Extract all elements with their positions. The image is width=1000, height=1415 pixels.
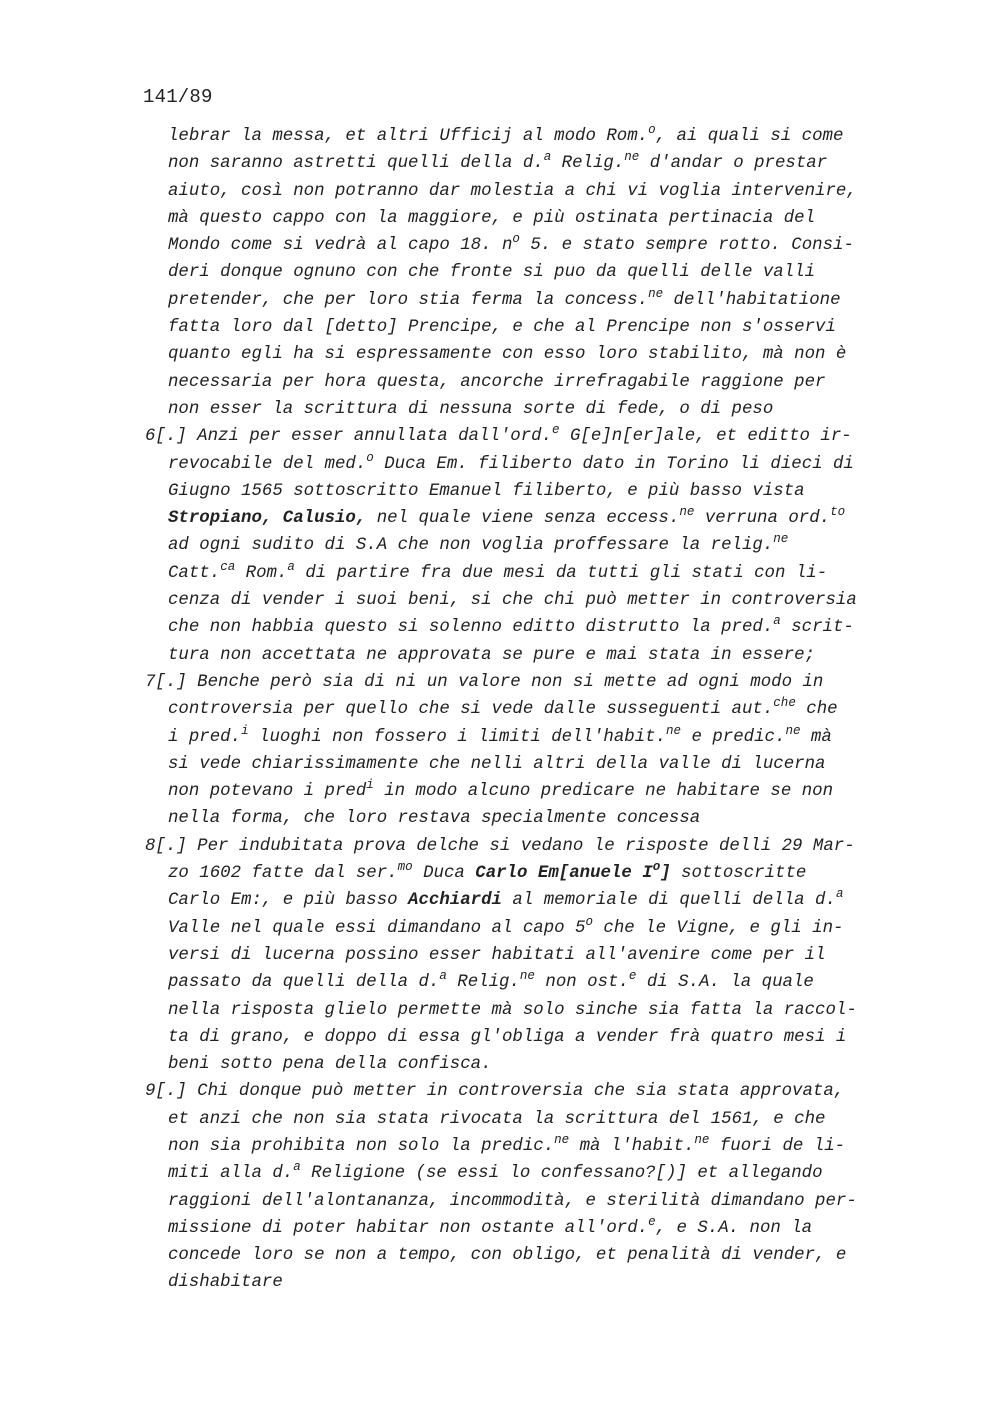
text-line: controversia per quello che si vede dalle susseguenti aut.$^{che}$ che <box>168 696 838 720</box>
paragraph-number: 6[.] <box>145 427 187 447</box>
text-line: Mondo come si vedrà al capo 18. $n^o$ 5. e stato sempre rotto. Consi- <box>168 232 854 256</box>
paragraph-6 <box>145 423 945 669</box>
text-line: non potevano i pred$^i$ in modo alcuno predicare ne habitare se non <box>168 778 834 802</box>
text-line: aiuto, così non potranno dar molestia a chi vi voglia intervenire, <box>168 181 857 201</box>
text-line: missione di poter habitar non ostante all'ord.$^e$, e S.A. non la <box>168 1215 813 1238</box>
text-line: zo 1602 fatte dal ser.$^{mo}$ Duca Carlo Em[anuele $I^o$] sottoscritte <box>168 860 807 884</box>
text-line: nella forma, che loro restava specialmente concessa <box>168 809 701 829</box>
text-line: Catt.$^{ca}$ Rom.$^a$ di partire fra due mesi da tutti gli stati con li- <box>168 559 828 583</box>
paragraph-number: 9[.] <box>145 1082 187 1102</box>
text-line: pretender, che per loro stia ferma la concess.$^{ne}$ dell'habitatione <box>168 286 841 310</box>
text-line: che non habbia questo si solenno editto distrutto la pred.$^a$ scrit- <box>168 614 854 638</box>
text-line: 6[.] Anzi per esser annullata dall'ord.$^e$ G[e]n[er]ale, et editto ir- <box>145 423 852 447</box>
text-line: quanto egli ha si espressamente con esso loro stabilito, mà non è <box>168 345 847 365</box>
text-line: cenza di vender i suoi beni, si che chi può metter in controversia <box>168 591 857 611</box>
text-line: revocabile del med.$^o$ Duca Em. filiberto dato in Torino li dieci di <box>168 450 854 474</box>
text-line: 7[.] Benche però sia di ni un valore non si mette ad ogni modo in <box>145 672 824 692</box>
text-line: Giugno 1565 sottoscritto Emanuel filiberto, e più basso vista <box>168 481 805 501</box>
text-line: non saranno astretti quelli della d.$^a$ Relig.$^{ne}$ d'andar o prestar <box>168 150 828 174</box>
text-line: beni sotto pena della confisca. <box>168 1055 492 1075</box>
paragraph-number: 7[.] <box>145 672 187 692</box>
text-line: necessaria per hora questa, ancorche irrefragabile raggione per <box>168 372 826 392</box>
text-line: i pred.$^i$ luoghi non fossero i limiti dell'habit.$^{ne}$ e predic.$^{ne}$ mà <box>168 723 832 747</box>
text-line: nella risposta glielo permette mà solo sinche sia fatta la raccol- <box>168 1000 857 1020</box>
text-line: passato da quelli della d.$^a$ Relig.$^{ne}$ non ost.$^e$ di S.A. la quale <box>168 969 814 993</box>
text-line: tura non accettata ne approvata se pure e mai stata in essere; <box>168 645 816 665</box>
text-line: non sia prohibita non solo la predic.$^{ne}$ mà l'habit.$^{ne}$ fuori de li- <box>168 1133 846 1156</box>
text-line: lebrar la messa, et altri Ufficij al modo Rom.$^o$, ai quali si come <box>168 123 844 146</box>
text-line: 8[.] Per indubitata prova delche si vedano le risposte delli 29 Mar- <box>145 836 855 856</box>
text-line: concede loro se non a tempo, con obligo, et penalità di vender, e <box>168 1246 847 1266</box>
text-line: Carlo Em:, e più basso Acchiardi al memoriale di quelli della d.$^a$ <box>168 887 844 911</box>
text-line: dishabitare <box>168 1273 283 1293</box>
paragraph-5 <box>145 123 945 423</box>
text-line: ad ogni sudito di S.A che non voglia proffessare la relig.$^{ne}$ <box>168 532 789 556</box>
text-line: fatta loro dal [detto] Prencipe, e che al Prencipe non s'osservi <box>168 318 836 338</box>
text-line: non esser la scrittura di nessuna sorte di fede, o di peso <box>168 399 774 419</box>
paragraph-8 <box>145 833 945 1079</box>
paragraph-number: 8[.] <box>145 836 187 856</box>
text-line: 9[.] Chi donque può metter in controversia che sia stata approvata, <box>145 1082 845 1102</box>
paragraph-9 <box>145 1078 945 1296</box>
text-line: miti alla d.$^a$ Religione (se essi lo confessano?[)] et allegando <box>168 1160 823 1184</box>
text-line: versi di lucerna possino esser habitati all'avenire come per il <box>168 945 826 965</box>
text-line: si vede chiarissimamente che nelli altri della valle di lucerna <box>168 754 826 774</box>
text-line: mà questo cappo con la maggiore, e più ostinata pertinacia del <box>168 208 816 228</box>
text-line: deri donque ognuno con che fronte si puo da quelli delle valli <box>168 263 816 283</box>
text-line: et anzi che non sia stata rivocata la scrittura del 1561, e che <box>168 1109 826 1129</box>
text-line: raggioni dell'alontananza, incommodità, e sterilità dimandano per- <box>168 1191 857 1211</box>
text-line: Stropiano, Calusio, nel quale viene senza eccess.$^{ne}$ verruna ord.$^{to}$ <box>168 505 846 529</box>
paragraph-7 <box>145 669 945 833</box>
text-line: ta di grano, e doppo di essa gl'obliga a vender frà quatro mesi i <box>168 1027 847 1047</box>
document-body <box>145 123 945 1297</box>
page-number: 141/89 <box>143 86 213 108</box>
text-line: Valle nel quale essi dimandano al capo 5$^o$ che le Vigne, e gli in- <box>168 914 844 938</box>
